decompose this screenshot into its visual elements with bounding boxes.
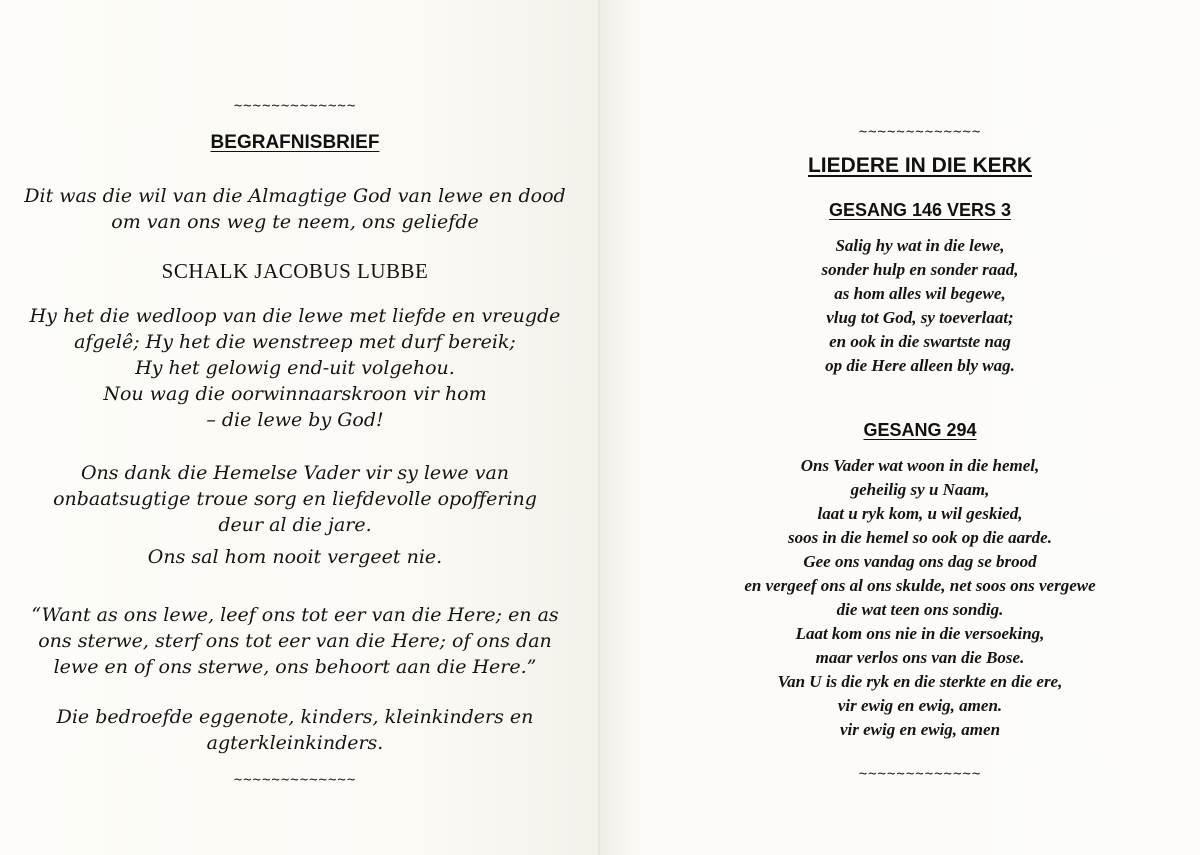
tribute-line: – die lewe by God! [206, 409, 384, 431]
verse-line: maar verlos ons van die Bose. [815, 648, 1025, 667]
thanks-line: Ons sal hom nooit vergeet nie. [147, 546, 443, 568]
verse-line: vir ewig en ewig, amen. [837, 696, 1003, 715]
scripture-quote [20, 602, 570, 680]
verse-line: Salig hy wat in die lewe, [835, 236, 1005, 255]
ornament-top: ~~~~~~~~~~~~~ [233, 98, 357, 114]
deceased-name: SCHALK JACOBUS LUBBE [161, 259, 429, 283]
verse-line: en ook in die swartste nag [829, 332, 1011, 351]
verse-line: Laat kom ons nie in die versoeking, [795, 624, 1045, 643]
tribute-line: Hy het die wedloop van die lewe met liefde en vreugde [29, 305, 561, 327]
ornament-top: ~~~~~~~~~~~~~ [858, 124, 982, 140]
intro-paragraph [20, 183, 570, 235]
thanks-line: Ons dank die Hemelse Vader vir sy lewe van [80, 462, 510, 484]
verse-line: Van U is die ryk en die sterkte en die ere, [777, 672, 1063, 691]
verse-line: Ons Vader wat woon in die hemel, [800, 456, 1040, 475]
verse-line: op die Here alleen bly wag. [825, 356, 1015, 375]
tribute-paragraph [20, 303, 570, 433]
verse-line: as hom alles wil begewe, [834, 284, 1006, 303]
thanks-paragraph [20, 460, 570, 570]
scripture-line: lewe en of ons sterwe, ons behoort aan die Here.” [53, 656, 537, 678]
tribute-line: Hy het gelowig end-uit volgehou. [135, 357, 455, 379]
scripture-line: “Want as ons lewe, leef ons tot eer van die Here; en as [31, 604, 559, 626]
verse-line: en vergeef ons al ons skulde, net soos ons vergewe [744, 576, 1096, 595]
hymn-2-verse [620, 454, 1200, 742]
intro-line: Dit was die wil van die Almagtige God van lewe en dood [24, 185, 566, 207]
thanks-line: onbaatsugtige troue sorg en liefdevolle opoffering [53, 488, 537, 510]
family-line: Die bedroefde eggenote, kinders, kleinkinders en [56, 706, 534, 728]
verse-line: sonder hulp en sonder raad, [821, 260, 1019, 279]
intro-line: om van ons weg te neem, ons geliefde [111, 211, 479, 233]
tribute-line: afgelê; Hy het die wenstreep met durf bereik; [74, 331, 516, 353]
verse-line: vir ewig en ewig, amen [839, 720, 1001, 739]
tribute-line: Nou wag die oorwinnaarskroon vir hom [103, 383, 487, 405]
page-title: LIEDERE IN DIE KERK [807, 154, 1033, 177]
hymn-2-title: GESANG 294 [863, 420, 977, 440]
right-page [600, 0, 1200, 855]
ornament-bottom: ~~~~~~~~~~~~~ [858, 766, 982, 782]
verse-line: soos in die hemel so ook op die aarde. [788, 528, 1052, 547]
scripture-line: ons sterwe, sterf ons tot eer van die Here; of ons dan [38, 630, 552, 652]
verse-line: Gee ons vandag ons dag se brood [803, 552, 1037, 571]
ornament-bottom: ~~~~~~~~~~~~~ [233, 772, 357, 788]
verse-line: die wat teen ons sondig. [836, 600, 1004, 619]
verse-line: geheilig sy u Naam, [850, 480, 990, 499]
hymn-1-verse [620, 234, 1200, 378]
thanks-line: deur al die jare. [218, 514, 372, 536]
verse-line: vlug tot God, sy toeverlaat; [826, 308, 1014, 327]
page-title: BEGRAFNISBRIEF [210, 132, 380, 153]
family-line: agterkleinkinders. [206, 732, 384, 754]
family-paragraph [20, 704, 570, 756]
hymn-1-title: GESANG 146 VERS 3 [828, 200, 1012, 220]
verse-line: laat u ryk kom, u wil geskied, [817, 504, 1023, 523]
